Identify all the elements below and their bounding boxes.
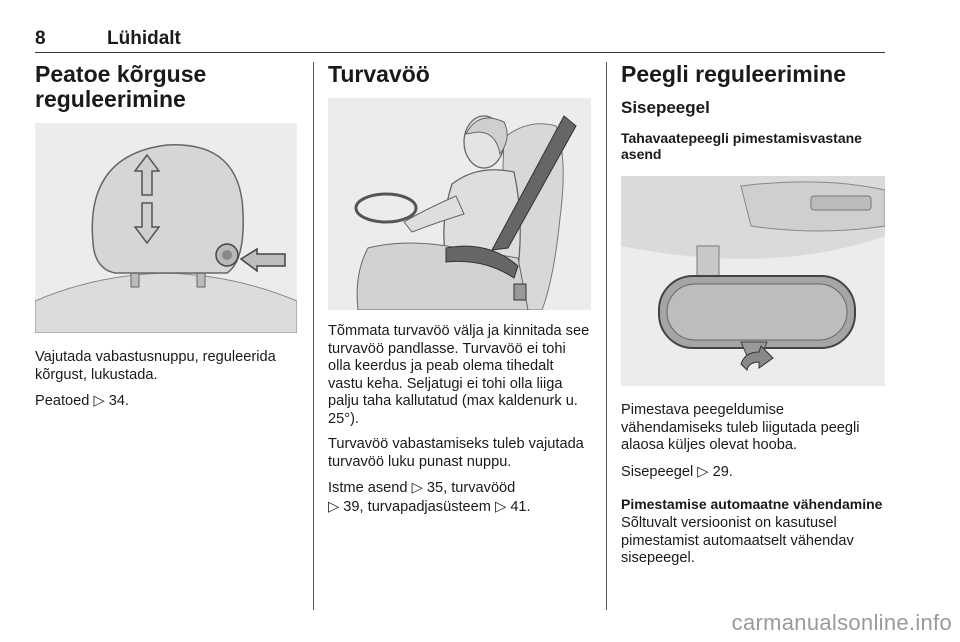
crossref-arrow-icon: ▷ — [411, 479, 423, 496]
page-header — [35, 28, 885, 52]
page-number: 8 — [35, 28, 46, 49]
crossref-arrow-icon: ▷ — [93, 392, 105, 409]
mirror-illustration — [621, 176, 885, 386]
section-title-headrest: Peatoe kõrguse reguleerimine — [35, 61, 207, 112]
seatbelt-references: Istme asend ▷ 35, turvavööd ▷ 39, turvapadjasüsteem ▷ 41. — [328, 479, 531, 515]
crossref-arrow-icon: ▷ — [495, 497, 507, 515]
mirror-instruction: Pimestava peegeldumise vähendamiseks tuleb liigutada peegli alaosa küljes olevat hooba. — [621, 402, 860, 453]
subsection-title-auto-antidazzle: Pimestamise automaatne vähendamine — [621, 496, 883, 512]
section-title-mirror: Peegli reguleerimine — [621, 61, 846, 87]
headrest-instruction: Vajutada vabastusnuppu, reguleerida kõrgust, lukustada. — [35, 349, 276, 383]
seatbelt-instruction: Tõmmata turvavöö välja ja kinnitada see turvavöö pandlasse. Turvavöö ei tohi olla keerdus ja peab olema tihedalt vastu keha. Seljatugi ei tohi olla liiga palju taha kallutatud (max kaldenurk u. 25°). — [328, 323, 590, 427]
headrest-reference: Peatoed ▷ 34. — [35, 392, 130, 409]
auto-antidazzle-text: Sõltuvalt versioonist on kasutusel pimestamist automaatselt vähendav sisepeegel. — [621, 515, 854, 566]
subsection-title-interior-mirror: Sisepeegel — [621, 98, 710, 117]
mirror-reference: Sisepeegel ▷ 29. — [621, 462, 733, 480]
crossref-arrow-icon: ▷ — [328, 497, 340, 515]
column-headrest — [35, 62, 297, 411]
headrest-illustration — [35, 123, 297, 333]
watermark: carmanualsonline.info — [731, 610, 952, 635]
subsection-title-antidazzle: Tahavaatepeegli pimestamisvastane asend — [621, 130, 862, 162]
chapter-title: Lühidalt — [107, 28, 181, 49]
column-divider — [313, 62, 314, 610]
section-title-seatbelt: Turvavöö — [328, 61, 430, 87]
seatbelt-illustration — [328, 98, 591, 310]
seatbelt-release-instruction: Turvavöö vabastamiseks tuleb vajutada turvavöö luku punast nuppu. — [328, 436, 584, 470]
column-divider — [606, 62, 607, 610]
crossref-arrow-icon: ▷ — [697, 462, 709, 480]
column-mirror — [621, 62, 885, 568]
column-seatbelt — [328, 62, 591, 516]
header-rule — [35, 52, 885, 53]
